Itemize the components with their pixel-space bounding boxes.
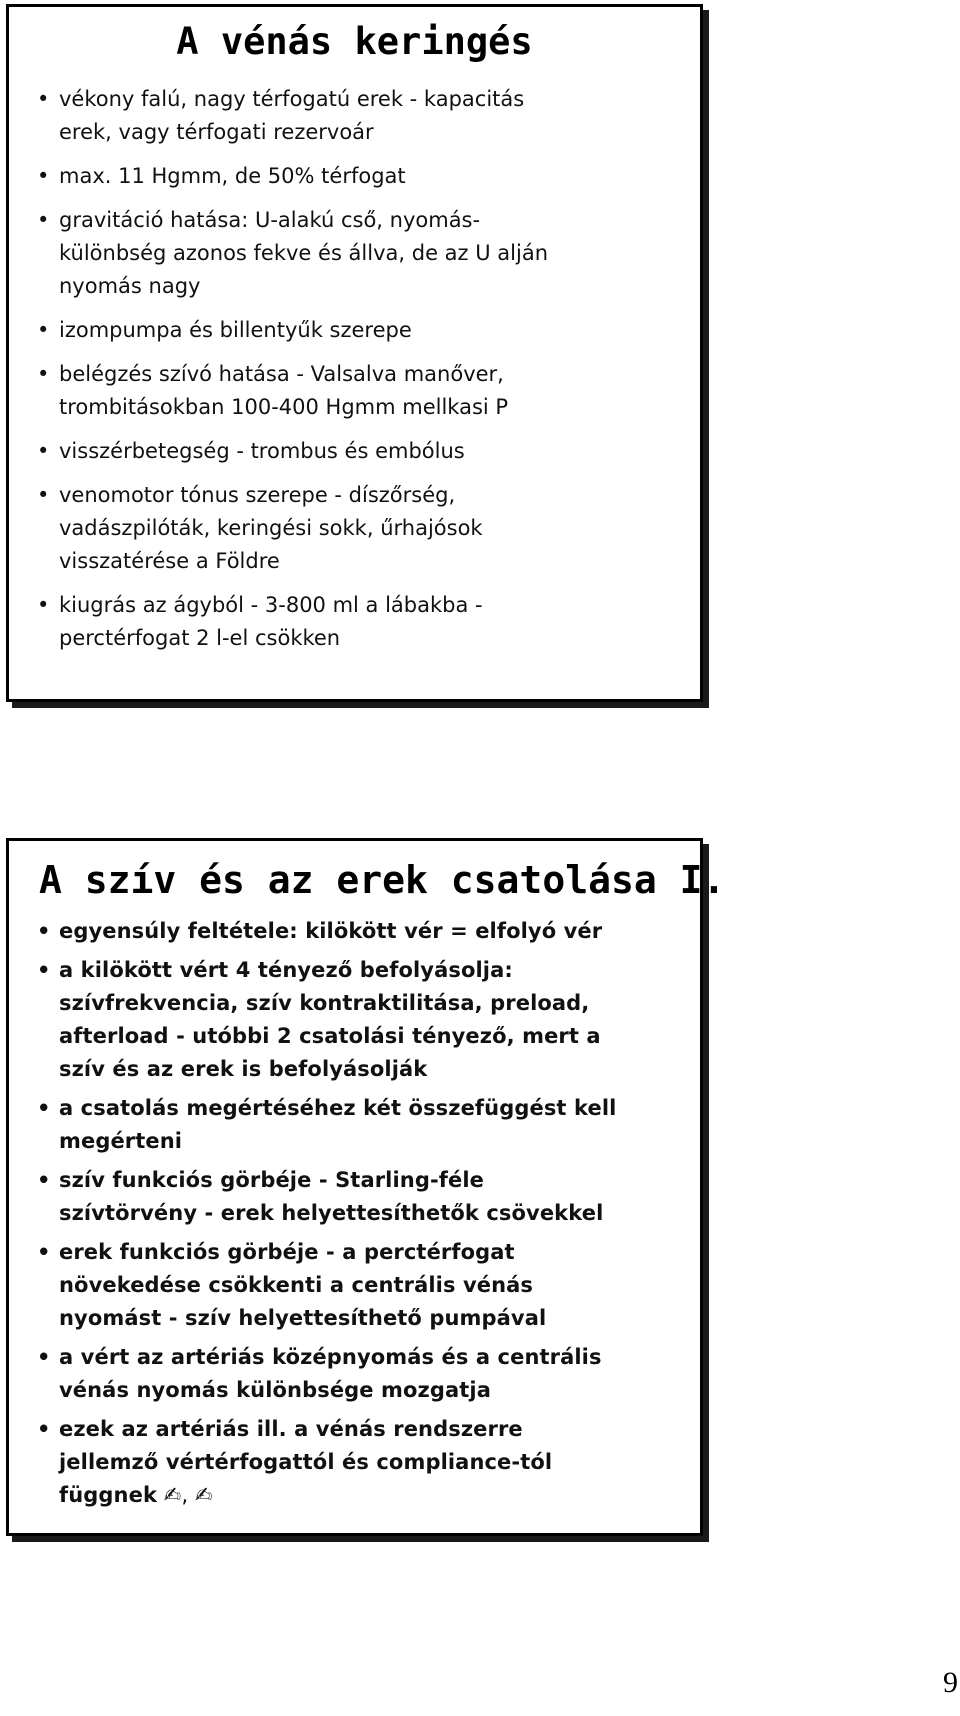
bullet-dot: • bbox=[37, 1168, 51, 1192]
bullet-item bbox=[9, 1092, 700, 1158]
bullet-text: a kilökött vért 4 tényező befolyásolja: szívfrekvencia, szív kontraktilitása, preload, afterload - utóbbi 2 csatolási tényező, mert a szív és az erek is befolyásolják bbox=[59, 958, 601, 1081]
bullet-text: vékony falú, nagy térfogatú erek - kapacitás erek, vagy térfogati rezervoár bbox=[59, 87, 525, 144]
bullet-dot: • bbox=[37, 483, 50, 507]
bullet-text: szív funkciós görbéje - Starling-féle szívtörvény - erek helyettesíthetők csövekkel bbox=[59, 1168, 604, 1225]
bullet-item bbox=[9, 83, 700, 149]
slide-title: A szív és az erek csatolása I. bbox=[39, 858, 726, 902]
bullet-dot: • bbox=[37, 208, 50, 232]
bullet-item bbox=[9, 314, 700, 347]
slide-title: A vénás keringés bbox=[176, 20, 533, 63]
bullet-item bbox=[9, 358, 700, 424]
bullet-text: gravitáció hatása: U-alakú cső, nyomás- különbség azonos fekve és állva, de az U alján nyomás nagy bbox=[59, 208, 548, 298]
bullet-dot: • bbox=[37, 919, 51, 943]
bullet-text: belégzés szívó hatása - Valsalva manőver, trombitásokban 100-400 Hgmm mellkasi P bbox=[59, 362, 509, 419]
bullet-list bbox=[9, 915, 700, 1512]
bullet-text: izompumpa és billentyűk szerepe bbox=[59, 318, 412, 342]
bullet-dot: • bbox=[37, 958, 51, 982]
bullet-text: visszérbetegség - trombus és embólus bbox=[59, 439, 465, 463]
bullet-dot: • bbox=[37, 1096, 51, 1120]
page-number: 9 bbox=[943, 1666, 958, 1699]
bullet-text: erek funkciós görbéje - a perctérfogat növekedése csökkenti a centrális vénás nyomást - szív helyettesíthető pumpával bbox=[59, 1240, 547, 1330]
slide-heart-vessel-coupling bbox=[6, 838, 726, 1536]
bullet-item bbox=[9, 204, 700, 303]
bullet-text: a csatolás megértéséhez két összefüggést kell megérteni bbox=[59, 1096, 617, 1153]
bullet-item bbox=[9, 1413, 700, 1512]
bullet-item bbox=[9, 954, 700, 1086]
bullet-item bbox=[9, 479, 700, 578]
bullet-text: kiugrás az ágyból - 3-800 ml a lábakba - perctérfogat 2 l-el csökken bbox=[59, 593, 483, 650]
writing-hand-icon: ✍, ✍ bbox=[157, 1483, 213, 1507]
bullet-item bbox=[9, 160, 700, 193]
bullet-item bbox=[9, 435, 700, 468]
bullet-item bbox=[9, 589, 700, 655]
bullet-dot: • bbox=[37, 318, 50, 342]
bullet-dot: • bbox=[37, 593, 50, 617]
bullet-text: a vért az artériás középnyomás és a centrális vénás nyomás különbsége mozgatja bbox=[59, 1345, 602, 1402]
bullet-dot: • bbox=[37, 164, 50, 188]
bullet-dot: • bbox=[37, 1240, 51, 1264]
slide-venous-circulation bbox=[6, 4, 703, 702]
bullet-text: venomotor tónus szerepe - díszőrség, vadászpilóták, keringési sokk, űrhajósok visszatérése a Földre bbox=[59, 483, 483, 573]
bullet-item bbox=[9, 1236, 700, 1335]
bullet-text: max. 11 Hgmm, de 50% térfogat bbox=[59, 164, 406, 188]
bullet-item bbox=[9, 1164, 700, 1230]
bullet-dot: • bbox=[37, 87, 50, 111]
bullet-dot: • bbox=[37, 1345, 51, 1369]
bullet-item bbox=[9, 1341, 700, 1407]
bullet-text: egyensúly feltétele: kilökött vér = elfolyó vér bbox=[59, 919, 603, 943]
bullet-dot: • bbox=[37, 1417, 51, 1441]
bullet-text: ezek az artériás ill. a vénás rendszerre jellemző vértérfogattól és compliance-tól függnek bbox=[59, 1417, 553, 1507]
bullet-dot: • bbox=[37, 362, 50, 386]
bullet-item bbox=[9, 915, 700, 948]
bullet-list bbox=[9, 83, 700, 655]
bullet-dot: • bbox=[37, 439, 50, 463]
